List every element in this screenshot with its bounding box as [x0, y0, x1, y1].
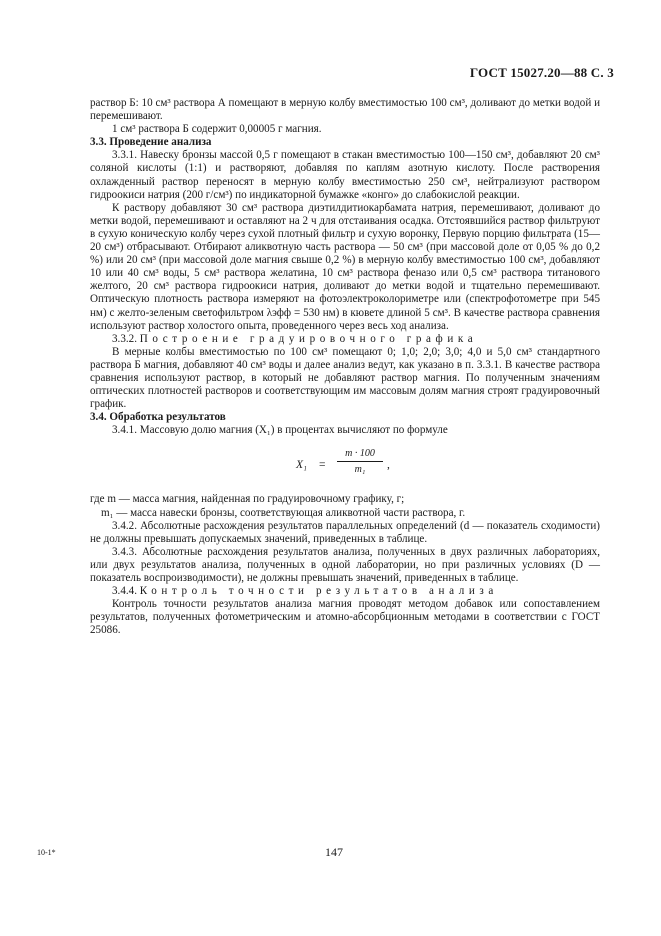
formula-fraction-bar — [337, 461, 383, 462]
paragraph-3-3-1: 3.3.1. Навеску бронзы массой 0,5 г помещают в стакан вместимостью 100—150 см³, добавляют 20 см³ соляной кислоты (1:1) и растворяют, добавляя по каплям азотную кислоту. После растворения охлажденный раствор переносят в мерную колбу вместимостью 250 см³, нейтрализуют раствором гидроокиси натрия (200 г/см³) по индикаторной бумажке «конго» до слабокислой реакции. — [90, 149, 600, 201]
section-heading-3-4-4 — [90, 585, 600, 598]
paragraph-3-3-1-continued: К раствору добавляют 30 см³ раствора диэтилдитиокарбамата натрия, перемешивают, доливают до метки водой, перемешивают и оставляют на 2 ч для отстаивания осадка. Отстоявшийся раствор фильтруют в сухую коническую колбу через сухой плотный фильтр и сухую воронку, Первую порцию фильтрата (15—20 см³) отбрасывают. Отбирают аликвотную часть раствора — 50 см³ (при массовой доле от 0,05 % до 0,2 %) или 20 см³ (при массовой доле магния свыше 0,2 %) в мерную колбу вместимостью 100 см³, добавляют 10 или 40 см³ воды, 5 см³ раствора желатина, 10 см³ раствора феназо или 0,5 см³ раствора титанового желтого, 20 см³ раствора гидроокиси натрия, доливают до метки водой и тщательно перемешивают. Оптическую плотность раствора измеряют на фотоэлектроколориметре или (спектрофотометре при 545 нм) с желто-зеленым светофильтром λэфф = 530 нм) в кювете длиной 5 см³. В качестве раствора сравнения используют раствор холостого опыта, проведенного через весь ход анализа. — [90, 201, 600, 332]
section-number-3-3-2: 3.3.2. — [112, 332, 137, 345]
formula-denominator: m₁ — [354, 464, 366, 476]
formula-lhs: X₁ — [296, 459, 308, 472]
definition-m: где m — масса магния, найденная по градуировочному графику, г; — [90, 493, 405, 506]
paragraph-3-3-2: В мерные колбы вместимостью по 100 см³ помещают 0; 1,0; 2,0; 3,0; 4,0 и 5,0 см³ стандартного раствора Б магния, добавляют 40 см³ воды и далее анализ ведут, как указано в п. 3.3.1. В качестве раствора сравнения используют раствор, в который не добавляют раствор магния. По полученным значениям оптических плотностей растворов и соответствующим им массовым долям магния строят градуировочный график. — [90, 345, 600, 411]
section-heading-3-3-2 — [90, 333, 600, 346]
section-heading-3-3: 3.3. Проведение анализа — [90, 136, 212, 149]
paragraph-3-4-2: 3.4.2. Абсолютные расхождения результатов параллельных определений (d — показатель сходимости) не должны превышать допускаемых значений, приведенных в таблице. — [90, 519, 600, 545]
paragraph-3-4-4: Контроль точности результатов анализа магния проводят методом добавок или сопоставлением результатов, полученных фотометрическим и атомно-абсорбционным методами в соответствии с ГОСТ 25086. — [90, 598, 600, 637]
section-heading-3-4: 3.4. Обработка результатов — [90, 411, 226, 424]
page-number: 147 — [325, 845, 343, 859]
formula-fraction — [337, 447, 383, 476]
paragraph-solution-b-content: 1 см³ раствора Б содержит 0,00005 г магния. — [112, 123, 322, 136]
definition-m1: m₁ — масса навески бронзы, соответствующая аликвотной части раствора, г. — [101, 506, 466, 519]
formula-tail: , — [387, 459, 390, 472]
paragraph-3-4-3: 3.4.3. Абсолютные расхождения результатов анализа, полученных в двух различных лабораториях, или двух результатов анализа, полученных в одной лаборатории, но при различных условиях (D — показатель воспроизводимости), не должны превышать значений, приведенных в таблице. — [90, 545, 600, 584]
formula-magnesium-fraction — [90, 443, 600, 489]
section-title-3-3-2: Построение градуировочного графика — [139, 332, 478, 345]
section-title-3-4-4: Контроль точности результатов анализа — [139, 585, 498, 598]
formula-numerator: m · 100 — [345, 448, 375, 460]
section-number-3-4-4: 3.4.4. — [112, 585, 137, 598]
formula-equals: = — [319, 459, 326, 472]
paragraph-solution-b: раствор Б: 10 см³ раствора А помещают в мерную колбу вместимостью 100 см³, доливают до метки водой и перемешивают. — [90, 97, 600, 123]
page-header: ГОСТ 15027.20—88 С. 3 — [469, 65, 614, 80]
paragraph-3-4-1: 3.4.1. Массовую долю магния (X₁) в процентах вычисляют по формуле — [112, 424, 448, 437]
document-body — [90, 97, 600, 637]
footer-mark: 10-1* — [37, 848, 56, 857]
